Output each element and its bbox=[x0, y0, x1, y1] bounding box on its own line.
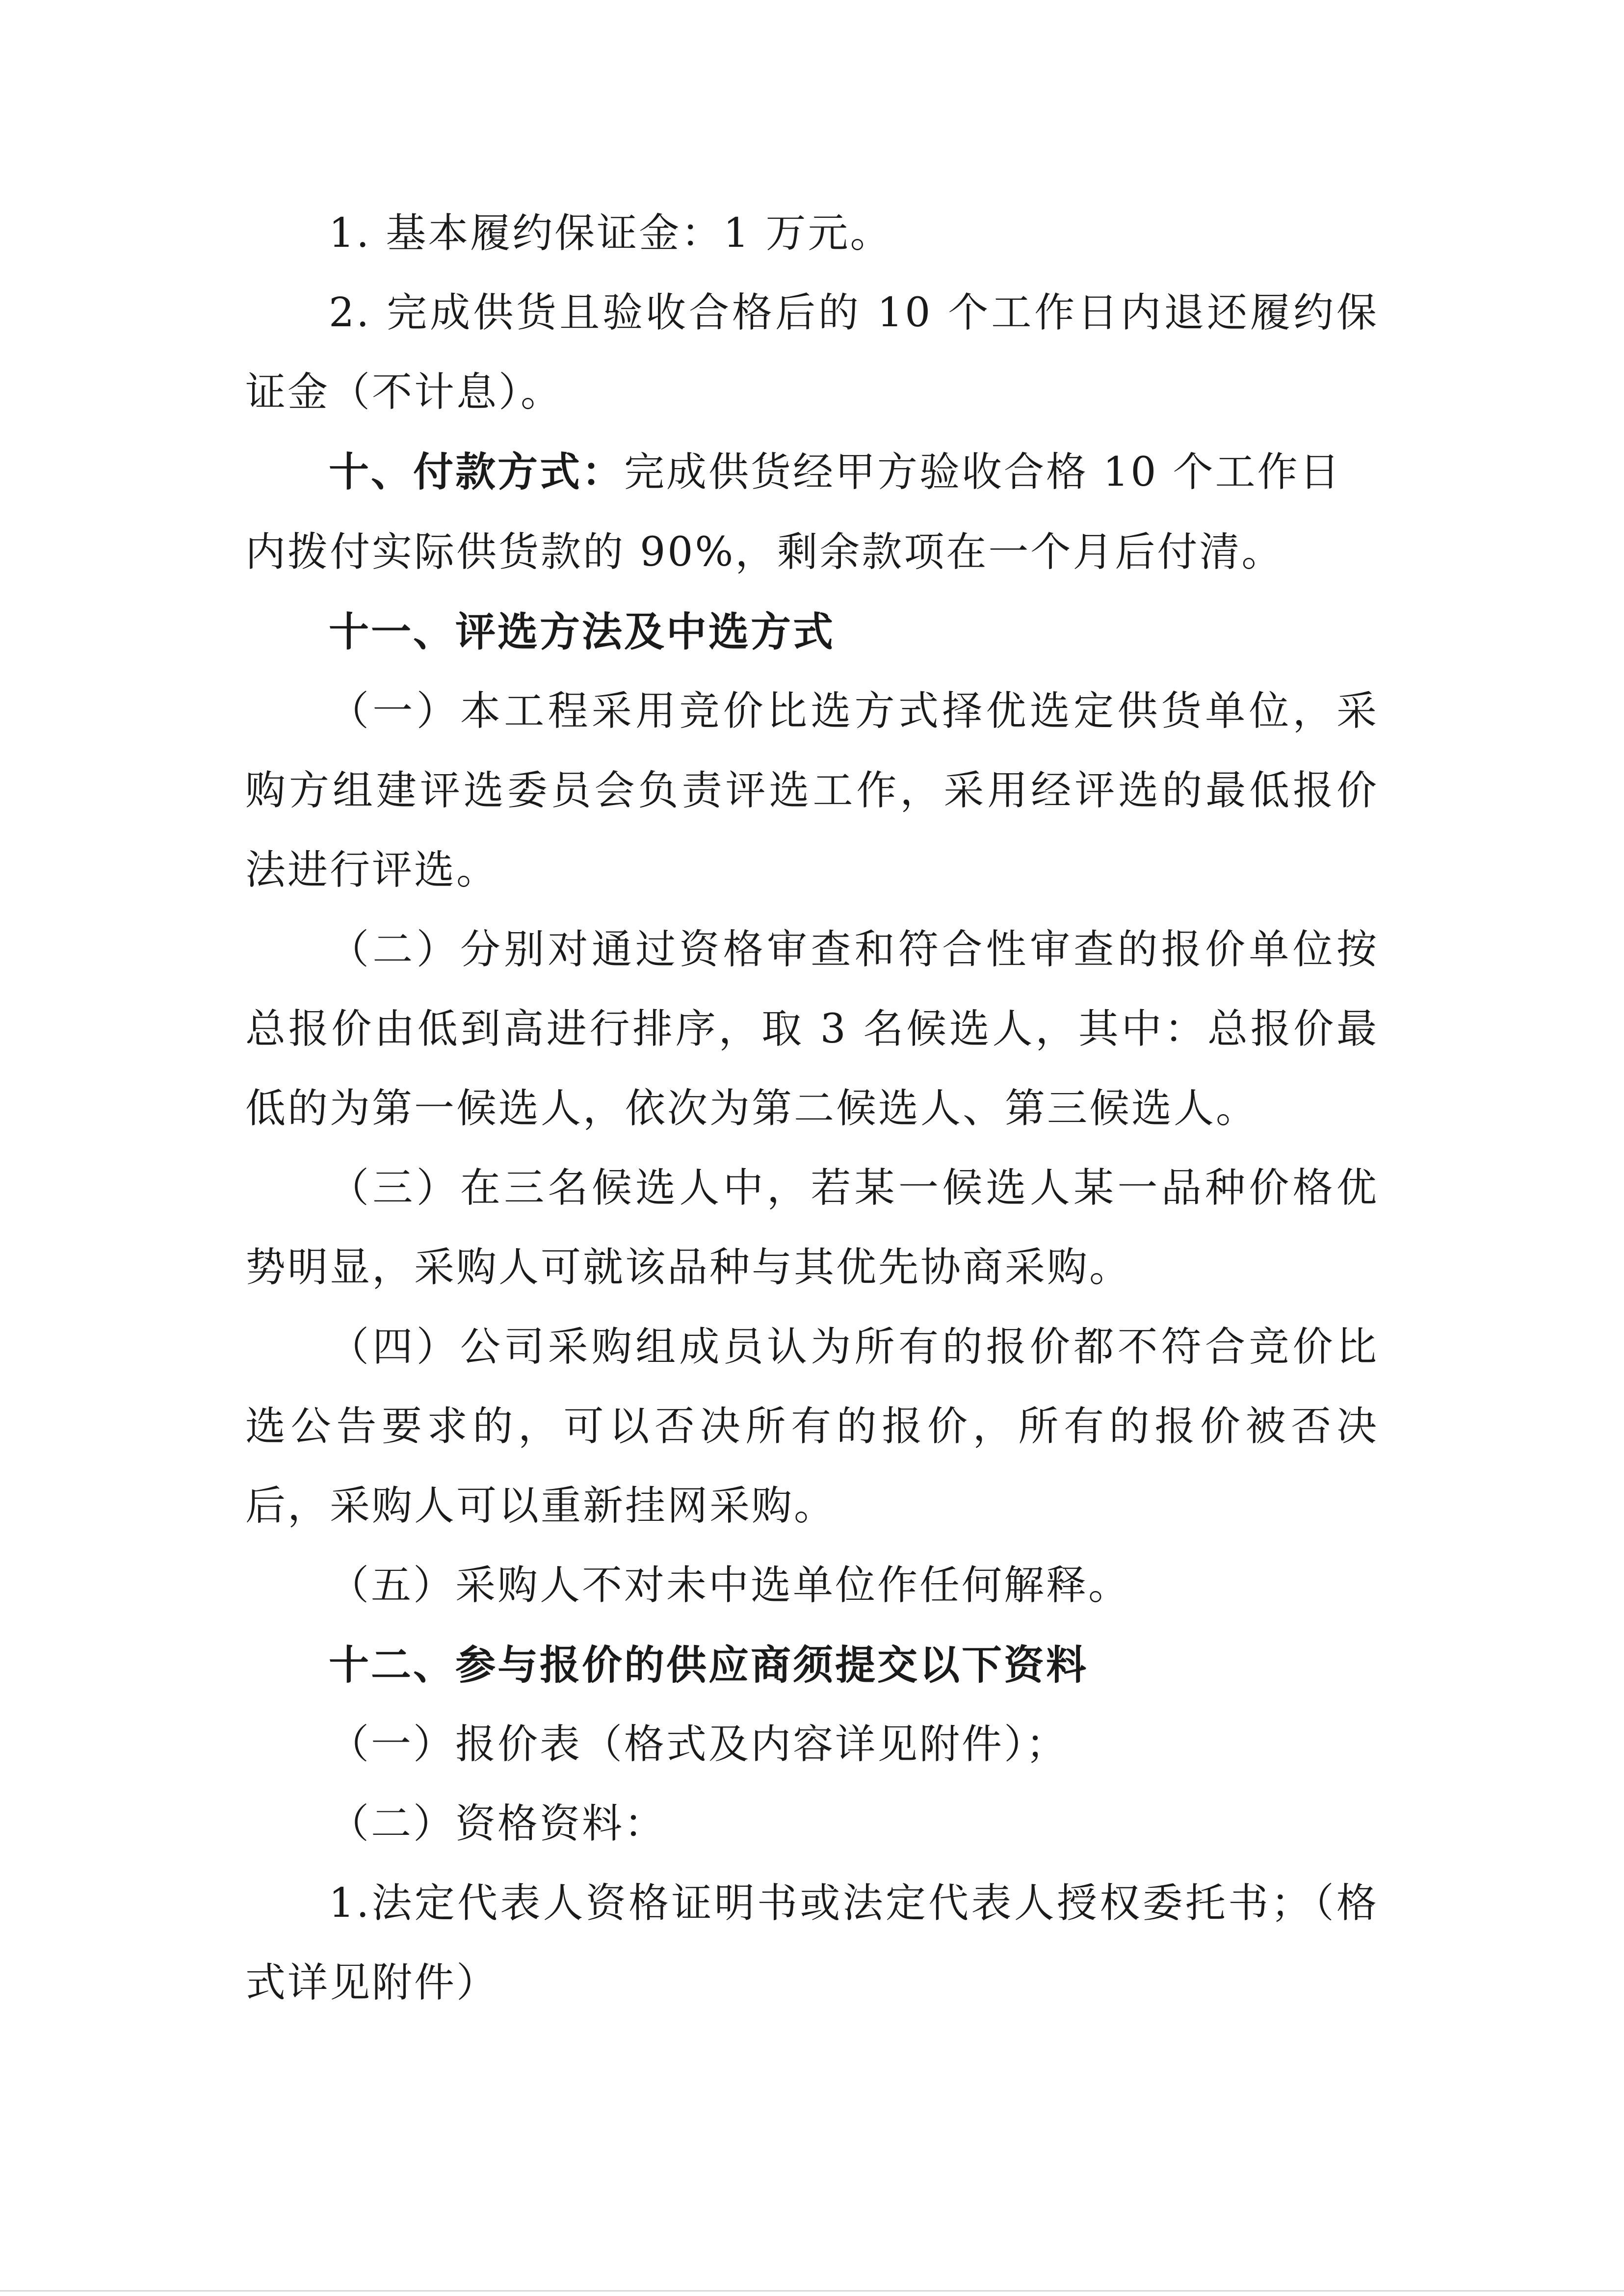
page-bottom-edge bbox=[0, 2290, 1624, 2292]
section-heading-materials: 十二、参与报价的供应商须提交以下资料 bbox=[329, 1642, 1089, 1689]
document-body bbox=[245, 194, 1379, 2023]
payment-method-text: 完成供货经甲方验收合格 10 个工作日内拨付实际供货款的 90%，剩余款项在一个月后付清。 bbox=[245, 449, 1342, 575]
paragraph-materials-1: （一）报价表（格式及内容详见附件）； bbox=[329, 1721, 1069, 1768]
paragraph-evaluation-2: （二）分别对通过资格审查和符合性审查的报价单位按总报价由低到高进行排序，取 3 名候选人，其中：总报价最低的为第一候选人，依次为第二候选人、第三候选人。 bbox=[245, 926, 1379, 1132]
section-heading-evaluation: 十一、评选方法及中选方式 bbox=[329, 608, 836, 655]
paragraph-evaluation-5: （五）采购人不对未中选单位作任何解释。 bbox=[329, 1562, 1131, 1609]
paragraph-deposit-refund: 2. 完成供货且验收合格后的 10 个工作日内退还履约保证金（不计息）。 bbox=[245, 289, 1379, 416]
paragraph-evaluation-4: （四）公司采购组成员认为所有的报价都不符合竞价比选公告要求的，可以否决所有的报价，所有的报价被否决后，采购人可以重新挂网采购。 bbox=[245, 1324, 1379, 1529]
paragraph-materials-2: （二）资格资料： bbox=[329, 1800, 667, 1847]
paragraph-evaluation-3: （三）在三名候选人中，若某一候选人某一品种价格优势明显，采购人可就该品种与其优先协商采购。 bbox=[245, 1165, 1379, 1291]
paragraph-evaluation-1: （一）本工程采用竞价比选方式择优选定供货单位，采购方组建评选委员会负责评选工作，采用经评选的最低报价法进行评选。 bbox=[245, 688, 1379, 893]
section-payment-method bbox=[245, 432, 1379, 592]
paragraph-materials-2-item-1: 1.法定代表人资格证明书或法定代表人授权委托书；（格式详见附件） bbox=[245, 1880, 1379, 2006]
section-heading-payment: 十、付款方式： bbox=[329, 448, 625, 496]
paragraph-deposit-amount: 1. 基本履约保证金：1 万元。 bbox=[329, 210, 892, 257]
